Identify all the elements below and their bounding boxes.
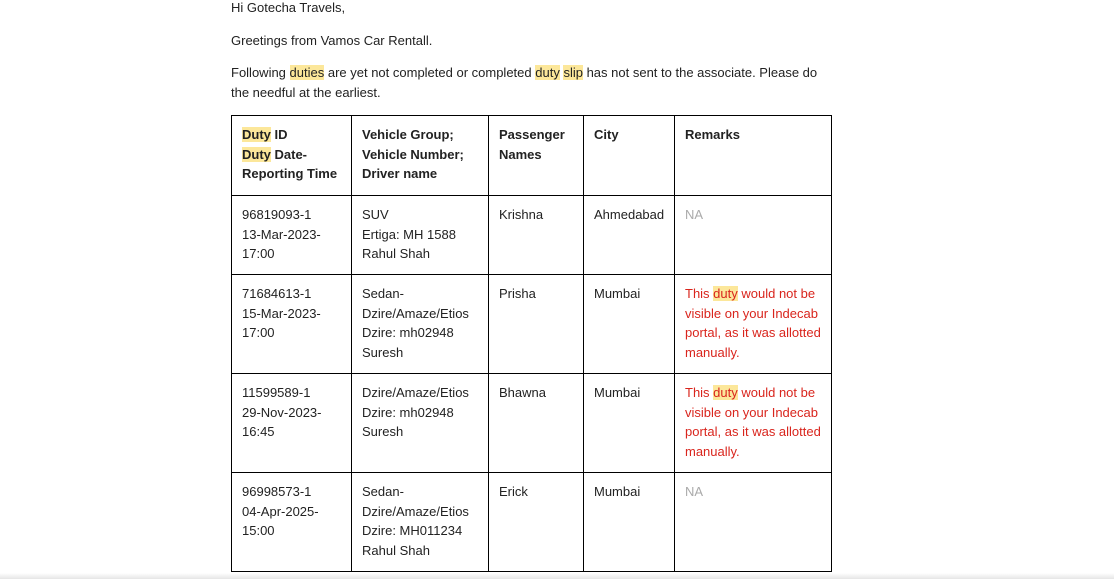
cell-duty xyxy=(232,275,352,374)
header-passenger-line1: Passenger xyxy=(499,127,565,142)
table-row xyxy=(232,374,832,473)
header-duty-id-date xyxy=(232,116,352,196)
cell-remark-warning xyxy=(675,374,832,473)
cell-remark-warning xyxy=(675,275,832,374)
vehicle-line: Dzire/Amaze/Etios xyxy=(362,385,469,400)
remark-text-post: would not be visible on your Indecab portal, as it was allotted manually. xyxy=(685,385,821,459)
vehicle-line: Dzire: mh02948 xyxy=(362,404,454,420)
email-intro: Greetings from Vamos Car Rentall. xyxy=(231,33,433,48)
duty-date: 29-Nov-2023- xyxy=(242,404,322,420)
pending-duties-table xyxy=(231,115,832,572)
duty-time: 17:00 xyxy=(242,246,275,262)
cell-vehicle xyxy=(352,275,489,374)
table-row xyxy=(232,196,832,275)
header-reporting-time: Reporting Time xyxy=(242,166,338,182)
cell-vehicle xyxy=(352,473,489,572)
vehicle-line: Dzire/Amaze/Etios xyxy=(362,305,469,321)
cell-passenger: Erick xyxy=(489,473,584,572)
header-passenger-line2: Names xyxy=(499,146,542,162)
header-vehicle-number: Vehicle Number; xyxy=(362,146,464,162)
duty-id: 96998573-1 xyxy=(242,484,312,499)
vehicle-line: Sedan- xyxy=(362,286,404,301)
vehicle-line: Dzire/Amaze/Etios xyxy=(362,503,469,519)
vehicle-line: Suresh xyxy=(362,344,404,360)
header-duty-id-text: ID xyxy=(270,127,288,142)
cell-vehicle xyxy=(352,374,489,473)
cell-remark-na: NA xyxy=(675,196,832,275)
email-notice xyxy=(231,63,831,103)
table-row xyxy=(232,473,832,572)
email-greeting: Hi Gotecha Travels, xyxy=(231,0,346,15)
notice-text-2: are yet not completed or completed xyxy=(324,65,536,80)
duty-time: 16:45 xyxy=(242,424,275,440)
header-city: City xyxy=(584,116,675,196)
cell-passenger: Prisha xyxy=(489,275,584,374)
table-row xyxy=(232,275,832,374)
highlight-duties: duties xyxy=(289,65,325,80)
header-highlight-duty-2: Duty xyxy=(242,146,271,162)
cell-city: Mumbai xyxy=(584,275,675,374)
header-duty-date-text: Date- xyxy=(270,146,308,162)
notice-text-1: Following xyxy=(231,65,290,80)
highlight-duty: duty xyxy=(535,65,560,80)
cell-duty xyxy=(232,374,352,473)
remark-text-pre: This xyxy=(685,286,714,301)
header-vehicle-group: Vehicle Group; xyxy=(362,127,454,142)
remark-text-post: would not be visible on your Indecab portal, as it was allotted manually. xyxy=(685,286,821,360)
vehicle-line: Rahul Shah xyxy=(362,542,430,558)
duty-date: 15-Mar-2023- xyxy=(242,305,321,321)
vehicle-line: Sedan- xyxy=(362,484,404,499)
duty-id: 11599589-1 xyxy=(242,385,311,400)
cell-vehicle xyxy=(352,196,489,275)
cell-duty xyxy=(232,196,352,275)
header-remarks: Remarks xyxy=(675,116,832,196)
vehicle-line: SUV xyxy=(362,207,389,222)
vehicle-line: Dzire: MH011234 xyxy=(362,523,463,539)
window-bottom-shadow xyxy=(0,573,1114,579)
duty-time: 15:00 xyxy=(242,523,275,539)
remark-highlight-duty: duty xyxy=(713,286,738,301)
header-vehicle xyxy=(352,116,489,196)
vehicle-line: Rahul Shah xyxy=(362,246,430,262)
table-header-row xyxy=(232,116,832,196)
duty-date: 04-Apr-2025- xyxy=(242,503,319,519)
header-highlight-duty: Duty xyxy=(242,127,271,142)
cell-duty xyxy=(232,473,352,572)
cell-remark-na: NA xyxy=(675,473,832,572)
cell-city: Ahmedabad xyxy=(584,196,675,275)
duty-date: 13-Mar-2023- xyxy=(242,226,321,242)
duty-time: 17:00 xyxy=(242,325,275,341)
highlight-slip: slip xyxy=(563,65,583,80)
cell-passenger: Krishna xyxy=(489,196,584,275)
email-body xyxy=(231,0,831,572)
remark-highlight-duty: duty xyxy=(713,385,738,400)
vehicle-line: Ertiga: MH 1588 xyxy=(362,226,456,242)
vehicle-line: Suresh xyxy=(362,424,404,440)
vehicle-line: Dzire: mh02948 xyxy=(362,325,454,341)
notice-text-3: has not sent to the associate. Please do the needful at the earliest. xyxy=(231,65,818,100)
cell-city: Mumbai xyxy=(584,374,675,473)
header-passenger xyxy=(489,116,584,196)
header-driver-name: Driver name xyxy=(362,166,438,182)
cell-passenger: Bhawna xyxy=(489,374,584,473)
cell-city: Mumbai xyxy=(584,473,675,572)
remark-text-pre: This xyxy=(685,385,714,400)
duty-id: 71684613-1 xyxy=(242,286,312,301)
duty-id: 96819093-1 xyxy=(242,207,312,222)
